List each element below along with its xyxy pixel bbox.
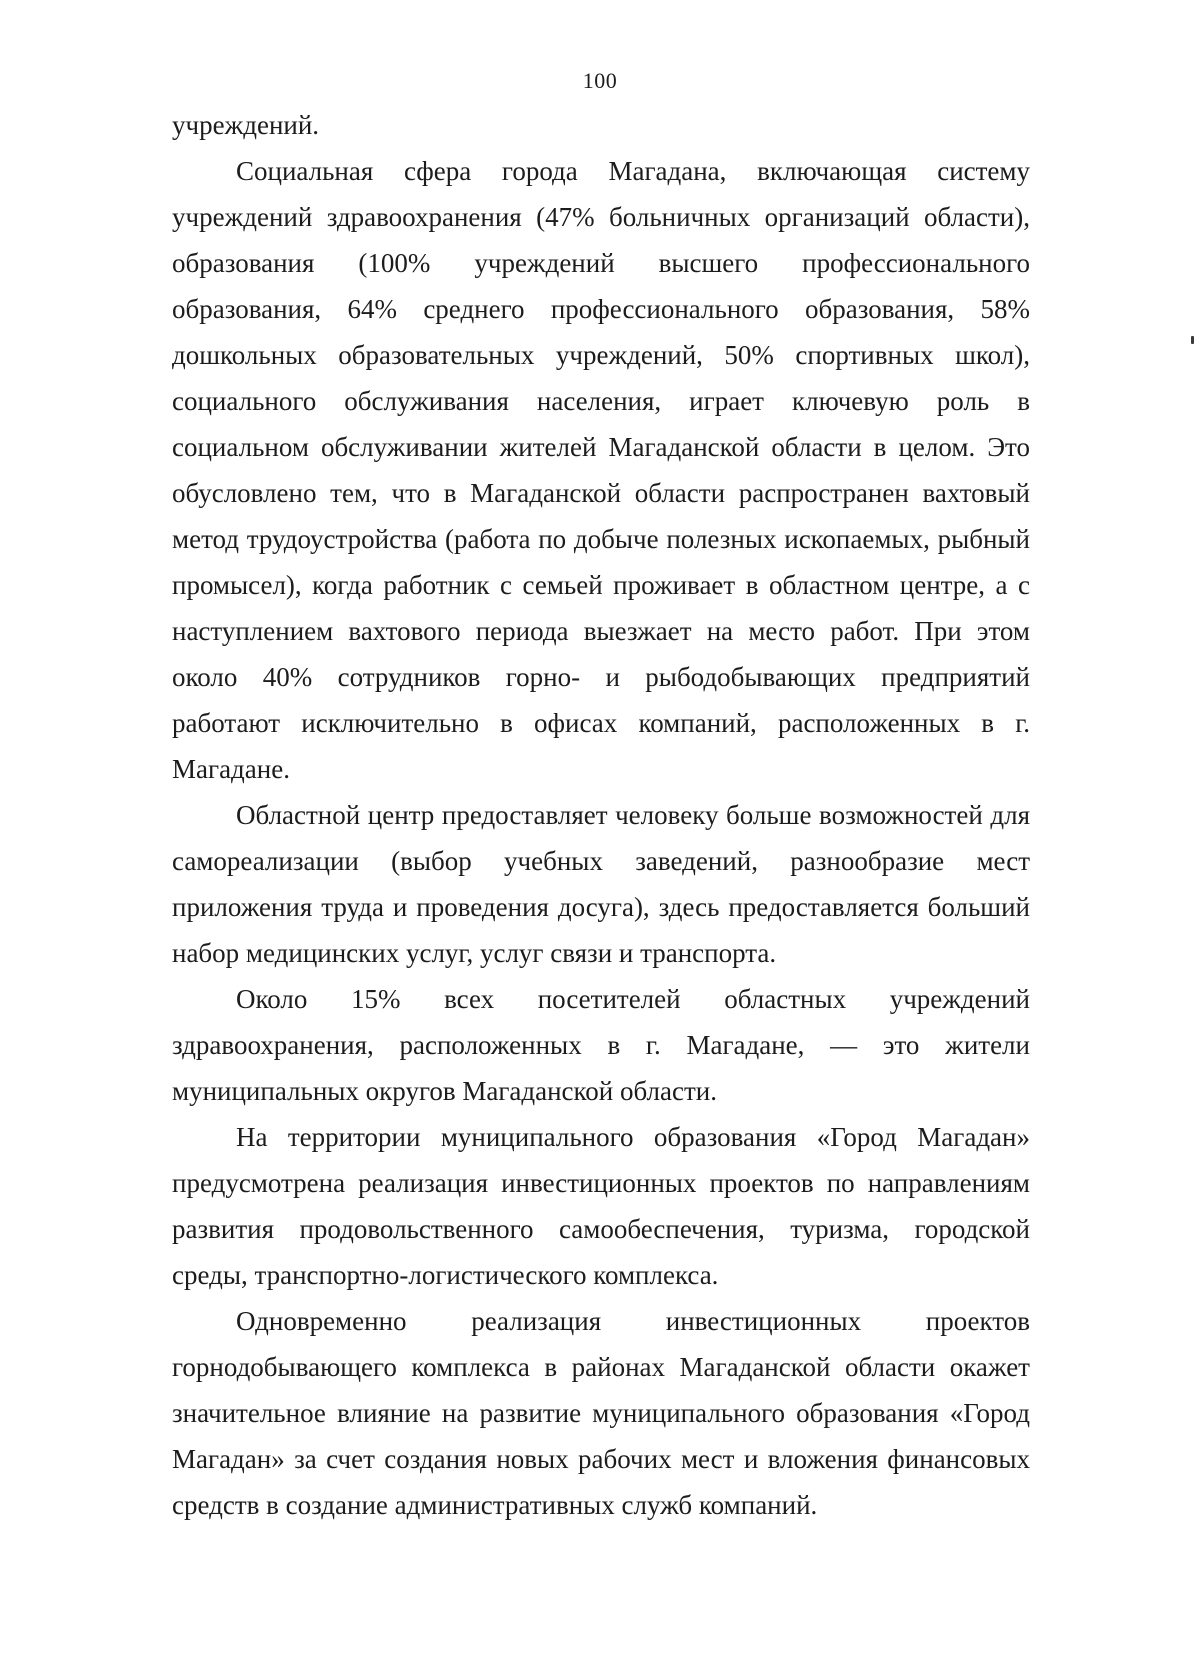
page-number: 100 (582, 68, 618, 93)
document-body (172, 102, 1030, 1528)
paragraph-investment-projects: На территории муниципального образования «Город Магадан» предусмотрена реализация инвестиционных проектов по направлениям развития продовольственного самообеспечения, туризма, городской среды, транспортно-логистического комплекса. (172, 1122, 1030, 1290)
paragraph-social-sphere: Социальная сфера города Магадана, включающая систему учреждений здравоохранения (47% больничных организаций области), образования (100% учреждений высшего профессионального образования, 64% среднего профессионального образования, 58% дошкольных образовательных учреждений, 50% спортивных школ), социального обслуживания населения, играет ключевую роль в социальном обслуживании жителей Магаданской области в целом. Это обусловлено тем, что в Магаданской области распространен вахтовый метод трудоустройства (работа по добыче полезных ископаемых, рыбный промысел), когда работник с семьей проживает в областном центре, а с наступлением вахтового периода выезжает на место работ. При этом около 40% сотрудников горно- и рыбодобывающих предприятий работают исключительно в офисах компаний, расположенных в г. Магадане. (172, 156, 1030, 784)
paragraph-mining-investment: Одновременно реализация инвестиционных проектов горнодобывающего комплекса в районах Магаданской области окажет значительное влияние на развитие муниципального образования «Город Магадан» за счет создания новых рабочих мест и вложения финансовых средств в создание административных служб компаний. (172, 1306, 1030, 1520)
scan-artifact-mark (1191, 336, 1194, 344)
paragraph-healthcare-visitors: Около 15% всех посетителей областных учреждений здравоохранения, расположенных в г. Магадане, — это жители муниципальных округов Магаданской области. (172, 984, 1030, 1106)
paragraph-regional-center: Областной центр предоставляет человеку больше возможностей для самореализации (выбор учебных заведений, разнообразие мест приложения труда и проведения досуга), здесь предоставляется больший набор медицинских услуг, услуг связи и транспорта. (172, 800, 1030, 968)
paragraph-continuation: учреждений. (172, 110, 320, 140)
